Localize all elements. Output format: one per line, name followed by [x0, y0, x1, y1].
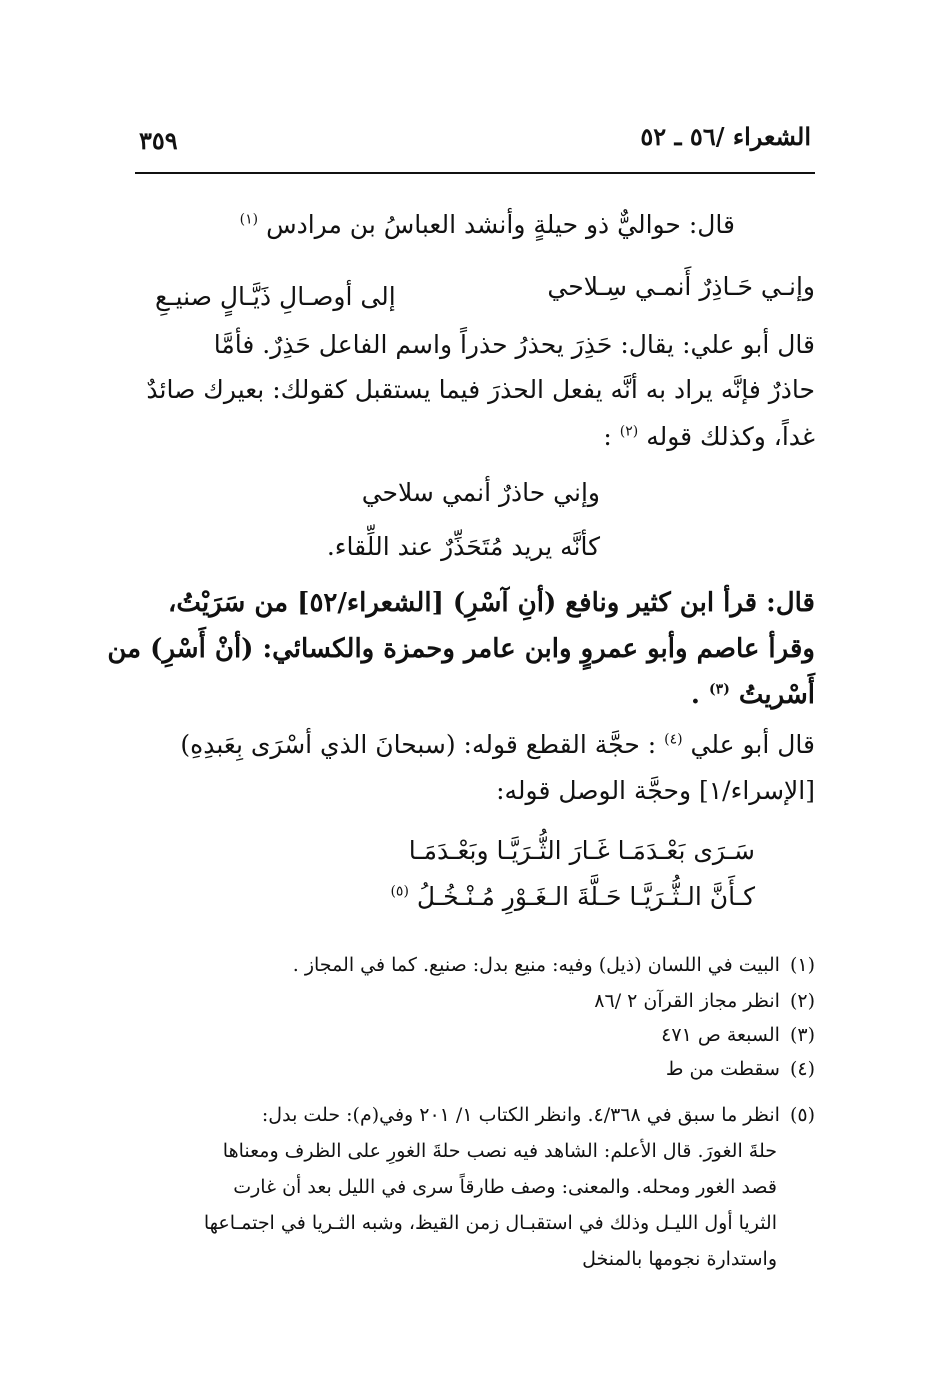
footnote-5 [262, 1104, 815, 1126]
footnote-text: السبعة ص ٤٧١ [661, 1024, 780, 1046]
footnote-5-line: الثريا أول الليـل وذلك في استقبـال زمن القيظ، وشبه الثـريا في اجتمـاعها [203, 1212, 777, 1234]
footnote-number: (٤) [789, 1058, 815, 1080]
footnote-text: انظر مجاز القرآن ٢ /٨٦ [594, 990, 780, 1012]
text-span: . [690, 680, 700, 710]
text-line [603, 422, 815, 451]
running-head: الشعراء /٥٦ ـ ٥٢ [640, 122, 811, 151]
footnote-5-line: واستدارة نجومها بالمنخل [582, 1248, 777, 1270]
footnote-2 [594, 990, 815, 1012]
text-line: حاذرٌ فإنَّه يراد به أنَّه يفعل الحذرَ فيما يستقبل كقولك: بعيرك صائدٌ [146, 375, 815, 404]
footnote-ref: (٤) [664, 731, 683, 748]
page-header [135, 118, 815, 174]
text-span: كـأَنَّ الـثُّـرَيَّـا حَـلَّةَ الـغَـوْرِ مُـنْـخُـلُ [416, 882, 755, 911]
footnote-4 [666, 1058, 815, 1080]
verse-line: وإني حاذرٌ أنمي سلاحي [361, 478, 600, 507]
footnote-ref: (١) [239, 211, 259, 228]
text-line [240, 210, 735, 239]
footnote-5-line: حلةَ الغورَ. قال الأعلم: الشاهد فيه نصب حلةَ الغورِ على الظرف ومعناها [222, 1140, 777, 1162]
footnote-ref: (٥) [390, 883, 409, 900]
footnote-ref: (٢) [619, 423, 639, 440]
footnote-text: البيت في اللسان (ذيل) وفيه: منيع بدل: صنيع. كما في المجاز . [292, 954, 780, 976]
text-span: : [603, 422, 612, 451]
verse-hemistich-right: وإنـي حَـاذِرٌ أَنمـي سِـلاحي [547, 272, 815, 301]
footnote-ref: (٣) [709, 681, 730, 698]
text-line: [الإسراء/١] وحجَّة الوصل قوله: [496, 776, 815, 805]
text-line: قال أبو علي: يقال: حَذِرَ يحذرُ حذراً واسم الفاعل حَذِرٌ. فأمَّا [213, 330, 815, 359]
text-line [180, 730, 815, 759]
footnote-3 [661, 1024, 815, 1046]
text-span: أَسْريتُ [738, 680, 815, 710]
verse-line: سَـرَى بَعْـدَمَـا غَـارَ الثُّـرَيَّـا وبَعْـدَمَـا [408, 836, 755, 865]
text-span: : حجَّة القطع قوله: (سبحانَ الذي أسْرَى بِعَبدِهِ) [180, 730, 657, 759]
text-line: قال: قرأ ابن كثير ونافع (أنِ آسْرِ) [الشعراء/٥٢] من سَرَيْتُ، [168, 588, 815, 618]
footnote-text: انظر ما سبق في ٤/٣٦٨. وانظر الكتاب ١/ ٢٠١ وفي(م): حلت بدل: [261, 1104, 780, 1126]
text-line [691, 680, 815, 710]
footnote-number: (٢) [789, 990, 815, 1012]
text-span: قال أبو علي [690, 730, 815, 759]
footnote-1 [293, 954, 815, 976]
footnote-number: (١) [789, 954, 815, 976]
footnote-5-line: قصد الغور ومحله. والمعنى: وصف طارقاً سرى في الليل بعد أن غارت [233, 1176, 777, 1198]
footnote-number: (٣) [789, 1024, 815, 1046]
text-span: قال: حواليٌّ ذو حيلةٍ وأنشد العباسُ بن مرادس [266, 210, 735, 239]
text-line: كأنَّه يريد مُتَحَذِّرٌ عند اللِّقاء. [326, 532, 600, 561]
text-line: وقرأ عاصم وأبو عمروٍ وابن عامر وحمزة والكسائي: (أنْ أَسْرِ) من [107, 634, 815, 664]
footnote-number: (٥) [789, 1104, 815, 1126]
footnote-text: سقطت من ط [665, 1058, 780, 1080]
text-span: غداً، وكذلك قوله [646, 422, 815, 451]
verse-hemistich-left: إلى أوصـالِ ذَيَّـالٍ صنيـعِ [155, 282, 396, 311]
verse-line [390, 882, 755, 911]
page-number: ٣٥٩ [139, 126, 178, 155]
